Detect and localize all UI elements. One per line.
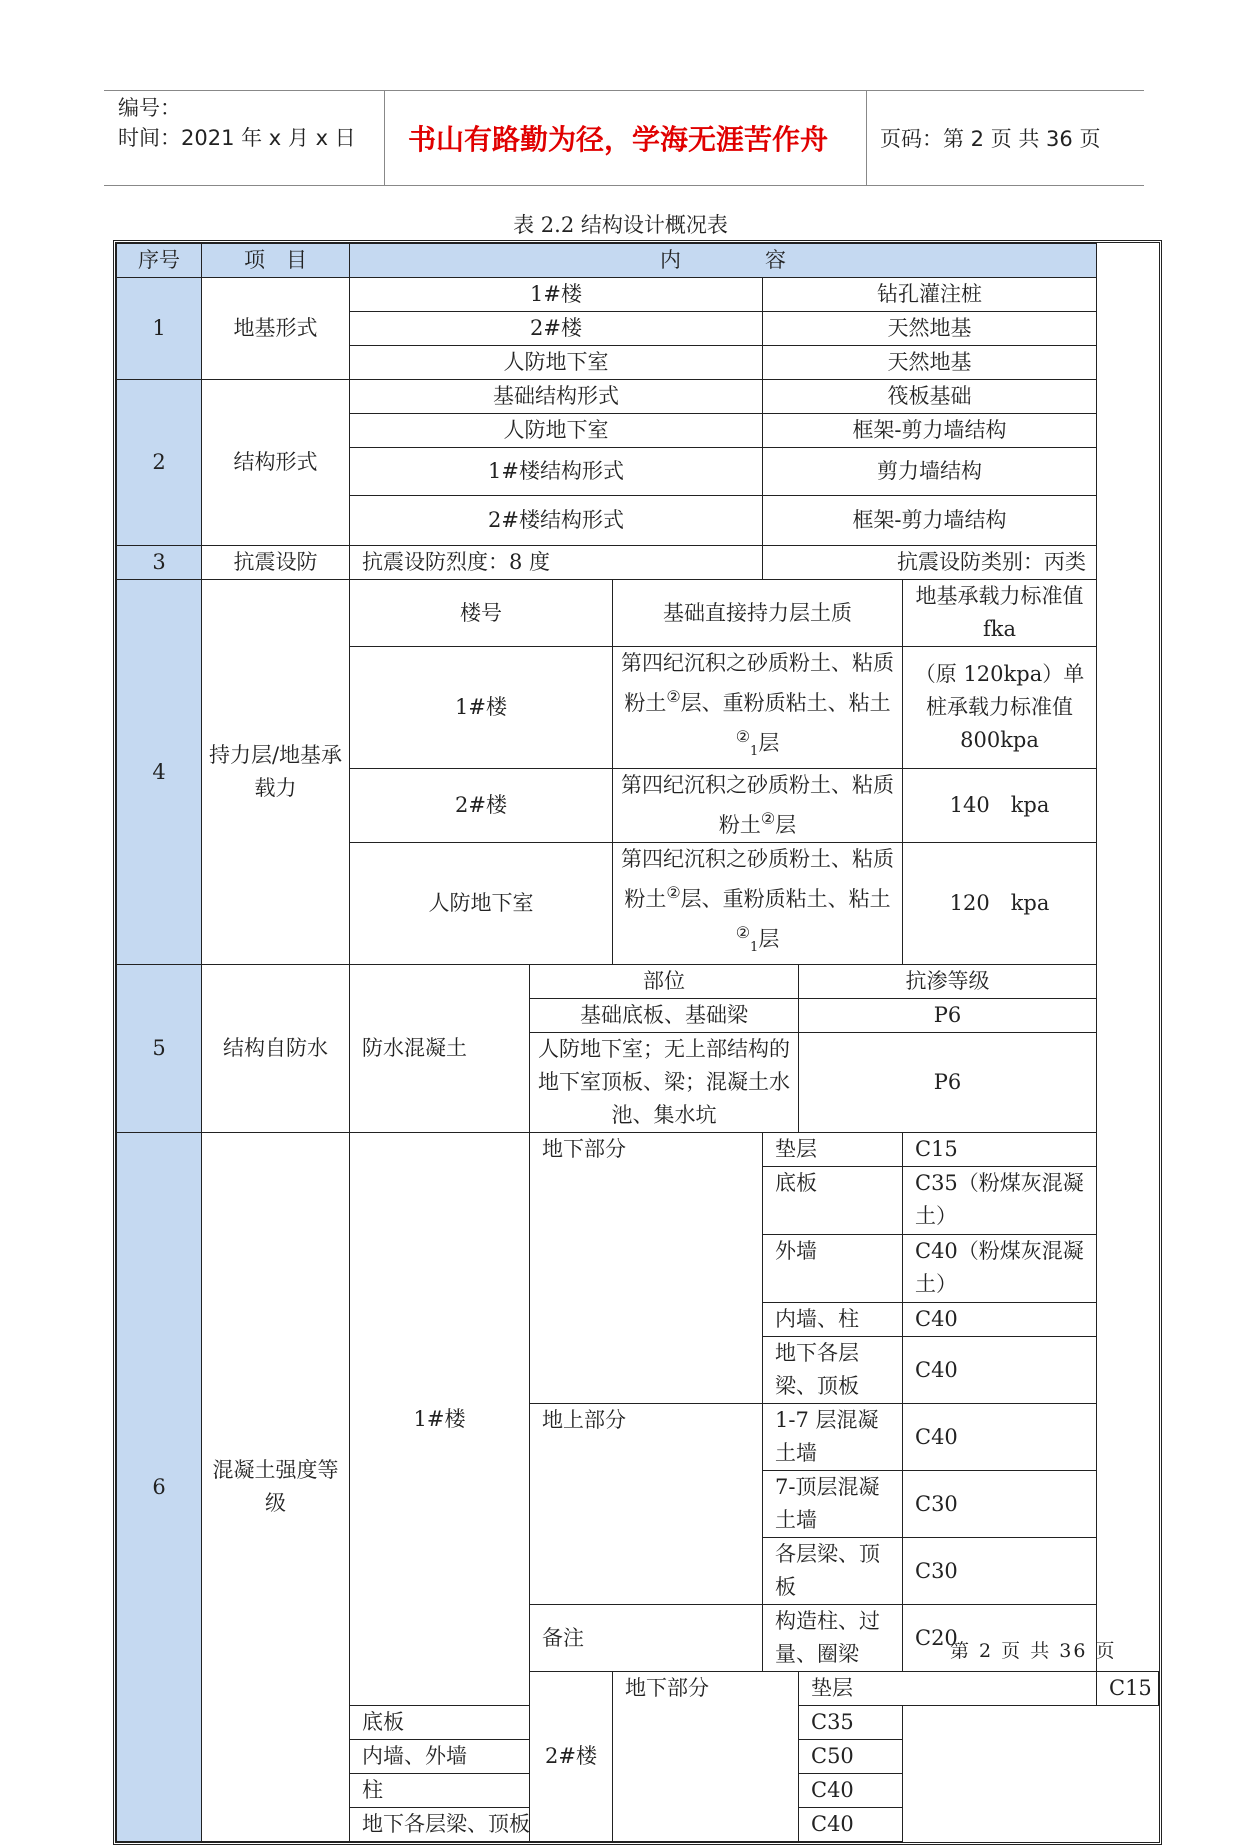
- cell: 120 kpa: [903, 843, 1097, 965]
- cell: 1#楼结构形式: [350, 448, 763, 496]
- table-row: [117, 380, 1159, 414]
- cell: 第四纪沉积之砂质粉土、粘质粉土②层、重粉质粘土、粘土②$_1$层: [613, 843, 903, 965]
- cell: 抗震设防烈度：8 度: [350, 546, 763, 580]
- cell: P6: [799, 999, 1097, 1033]
- cell: 垫层: [763, 1133, 903, 1167]
- cell: 基础结构形式: [350, 380, 763, 414]
- cell: 1#楼: [350, 1133, 530, 1706]
- cell: 2#楼: [530, 1672, 613, 1842]
- cell: 7-顶层混凝土墙: [763, 1471, 903, 1538]
- row-no: 1: [117, 278, 202, 380]
- row-item: 结构自防水: [202, 965, 350, 1133]
- cell: 部位: [530, 965, 799, 999]
- cell: 框架-剪力墙结构: [763, 496, 1097, 546]
- cell: 地下部分: [613, 1672, 799, 1842]
- cell: 底板: [350, 1706, 613, 1740]
- cell: C40: [903, 1303, 1097, 1337]
- cell: 140 kpa: [903, 769, 1097, 843]
- cell: 内墙、外墙: [350, 1740, 613, 1774]
- cell: 外墙: [763, 1235, 903, 1303]
- cell: 地下各层梁、顶板: [763, 1337, 903, 1404]
- cell: C30: [903, 1538, 1097, 1605]
- cell: 柱: [350, 1774, 613, 1808]
- cell: C20: [903, 1605, 1097, 1672]
- cell: C40: [903, 1337, 1097, 1404]
- cell: 地下各层梁、顶板: [350, 1808, 613, 1842]
- cell: C40（粉煤灰混凝土）: [903, 1235, 1097, 1303]
- cell: P6: [799, 1033, 1097, 1133]
- cell: C15: [1097, 1672, 1159, 1706]
- cell: 垫层: [799, 1672, 1097, 1706]
- cell: C35（粉煤灰混凝土）: [903, 1167, 1097, 1235]
- cell: 抗震设防类别：丙类: [763, 546, 1097, 580]
- cell: 基础底板、基础梁: [530, 999, 799, 1033]
- cell: 地下部分: [530, 1133, 763, 1404]
- cell: 天然地基: [763, 312, 1097, 346]
- cell: C30: [903, 1471, 1097, 1538]
- cell: 人防地下室: [350, 843, 613, 965]
- cell: （原 120kpa）单桩承载力标准值 800kpa: [903, 647, 1097, 769]
- cell: 2#楼: [350, 312, 763, 346]
- cell: C40: [903, 1404, 1097, 1471]
- cell: 地上部分: [530, 1404, 763, 1605]
- cell: 钻孔灌注桩: [763, 278, 1097, 312]
- cell: 2#楼: [350, 769, 613, 843]
- header-meta: [104, 91, 385, 185]
- cell: 2#楼结构形式: [350, 496, 763, 546]
- cell: 第四纪沉积之砂质粉土、粘质粉土②层、重粉质粘土、粘土②$_1$层: [613, 647, 903, 769]
- motto: 书山有路勤为径，学海无涯苦作舟: [370, 91, 867, 185]
- row-no: 2: [117, 380, 202, 546]
- head-content: 内 容: [350, 244, 1097, 278]
- page-header: [104, 90, 1144, 186]
- cell: 楼号: [350, 580, 613, 647]
- table-row: [117, 546, 1159, 580]
- cell: 抗渗等级: [799, 965, 1097, 999]
- row-item: 地基形式: [202, 278, 350, 380]
- head-no: 序号: [117, 244, 202, 278]
- header-page-label: 页码：第 2 页 共 36 页: [880, 127, 1101, 151]
- row-item: 抗震设防: [202, 546, 350, 580]
- cell: 框架-剪力墙结构: [763, 414, 1097, 448]
- cell: 各层梁、顶板: [763, 1538, 903, 1605]
- cell: 基础直接持力层土质: [613, 580, 903, 647]
- cell: 构造柱、过量、圈梁: [763, 1605, 903, 1672]
- cell: 人防地下室: [350, 346, 763, 380]
- cell: 剪力墙结构: [763, 448, 1097, 496]
- row-no: 4: [117, 580, 202, 965]
- row-no: 3: [117, 546, 202, 580]
- row-item: 结构形式: [202, 380, 350, 546]
- cell: 防水混凝土: [350, 965, 530, 1133]
- cell: C50: [799, 1740, 903, 1774]
- number-label: 编号：: [118, 96, 181, 120]
- table-head-row: [117, 244, 1159, 278]
- head-item: 项 目: [202, 244, 350, 278]
- row-item: 混凝土强度等级: [202, 1133, 350, 1842]
- cell: 筏板基础: [763, 380, 1097, 414]
- cell: C40: [799, 1774, 903, 1808]
- table-caption: 表 2.2 结构设计概况表: [513, 213, 728, 237]
- row-item: 持力层/地基承载力: [202, 580, 350, 965]
- page-footer: 第 2 页 共 36 页: [950, 1640, 1117, 1662]
- cell: 地基承载力标准值 fka: [903, 580, 1097, 647]
- cell: 第四纪沉积之砂质粉土、粘质粉土②层: [613, 769, 903, 843]
- row-no: 5: [117, 965, 202, 1133]
- time-label: 时间：2021 年 x 月 x 日: [118, 126, 356, 150]
- cell: 人防地下室: [350, 414, 763, 448]
- cell: C40: [799, 1808, 903, 1842]
- row-no: 6: [117, 1133, 202, 1842]
- cell: 1#楼: [350, 647, 613, 769]
- cell: C15: [903, 1133, 1097, 1167]
- table-row: [117, 965, 1159, 999]
- table-row: [117, 580, 1159, 647]
- structure-table: [113, 240, 1162, 1845]
- cell: 天然地基: [763, 346, 1097, 380]
- cell: C35: [799, 1706, 903, 1740]
- cell: 人防地下室；无上部结构的地下室顶板、梁；混凝土水池、集水坑: [530, 1033, 799, 1133]
- table-row: [117, 278, 1159, 312]
- table-row: [117, 1133, 1159, 1167]
- cell: 底板: [763, 1167, 903, 1235]
- cell: 1#楼: [350, 278, 763, 312]
- cell: 备注: [530, 1605, 763, 1672]
- cell: 内墙、柱: [763, 1303, 903, 1337]
- cell: 1-7 层混凝土墙: [763, 1404, 903, 1471]
